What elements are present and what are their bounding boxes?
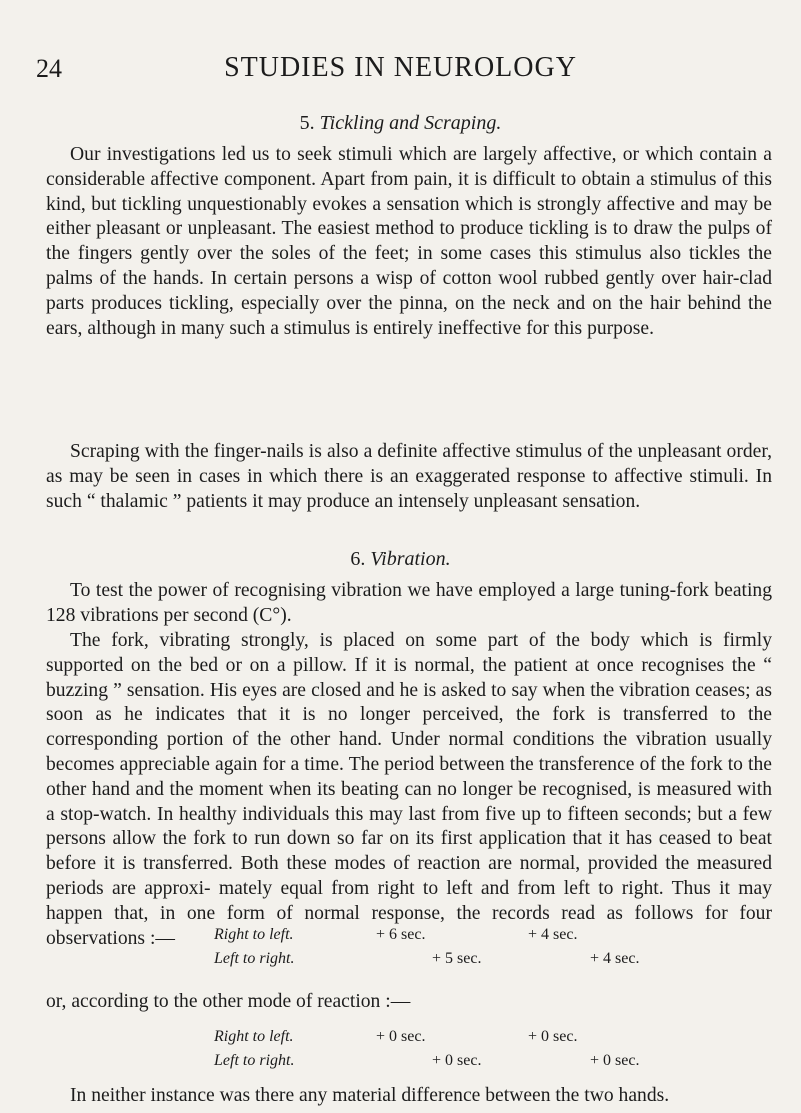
observation-value: + 5 sec. [432,950,482,967]
row-label: Right to left. [214,1028,294,1045]
section-title: Tickling and Scraping. [319,112,502,134]
observation-value: + 0 sec. [528,1028,578,1045]
paragraph: Our investigations led us to seek stimuli which are largely affective, or which contain a considerable affective component. Apart from pain, it is difficult to obtain a stimulus of this kind, but tickling unquestionably evokes a sensation which is strongly affective and may be either pleasant or unpleasant. The easiest method to produce tickling is to draw the pulps of the fingers gently over the soles of the feet; in some cases this stimulus also tickles the palms of the hands. In certain persons a wisp of cotton wool rubbed gently over hair-clad parts produces tickling, especially over the pinna, on the neck and on the hair behind the ears, although in many such a stimulus is entirely ineffective for this purpose. [46,144,772,339]
section-title: Vibration. [370,548,451,570]
observation-value: + 0 sec. [376,1028,426,1045]
paragraph: To test the power of recognising vibration we have employed a large tuning-fork beating 128 vibrations per second (C°). [46,580,772,626]
page-number: 24 [36,54,62,83]
row-label: Left to right. [214,950,295,967]
section-number: 5. [299,112,315,134]
observation-table [0,1028,801,1080]
paragraph: In neither instance was there any material difference between the two hands. [70,1085,670,1106]
paragraph: Scraping with the finger-nails is also a definite affective stimulus of the unpleasant order, as may be seen in cases in which there is an exaggerated response to affective stimuli. In such “ thalamic ” patients it may produce an intensely unpleasant sensation. [46,441,772,512]
page-header [0,52,801,86]
section-number: 6. [350,548,366,570]
observation-value: + 6 sec. [376,926,426,943]
observation-value: + 4 sec. [590,950,640,967]
observation-value: + 0 sec. [432,1052,482,1069]
paragraph: or, according to the other mode of reaction :— [46,991,411,1012]
section-heading-vibration [0,548,801,571]
observation-value: + 0 sec. [590,1052,640,1069]
observation-table [0,926,801,978]
section-heading-tickling [0,112,801,135]
running-head: STUDIES IN NEUROLOGY [224,52,577,83]
observation-value: + 4 sec. [528,926,578,943]
paragraph: The fork, vibrating strongly, is placed on some part of the body which is firmly supported on the bed or on a pillow. If it is normal, the patient at once recognises the “ buzzing ” sensation. His eyes are closed and he is asked to say when the vibration ceases; as soon as he indicates that it is no longer perceived, the fork is transferred to the corresponding portion of the other hand. Under normal conditions the vibration usually becomes appreciable again for a time. The period between the transference of the fork to the other hand and the moment when its beating can no longer be recognised, is measured with a stop-watch. In healthy individuals this may last from five up to fifteen seconds; but a few persons allow the fork to run down so far on its first application that it has ceased to beat before it is transferred. Both these modes of reaction are normal, provided the measured periods are approxi- mately equal from right to left and from left to right. Thus it may happen that, in one form of normal response, the records read as follows for four observations :— [46,630,772,949]
row-label: Left to right. [214,1052,295,1069]
row-label: Right to left. [214,926,294,943]
